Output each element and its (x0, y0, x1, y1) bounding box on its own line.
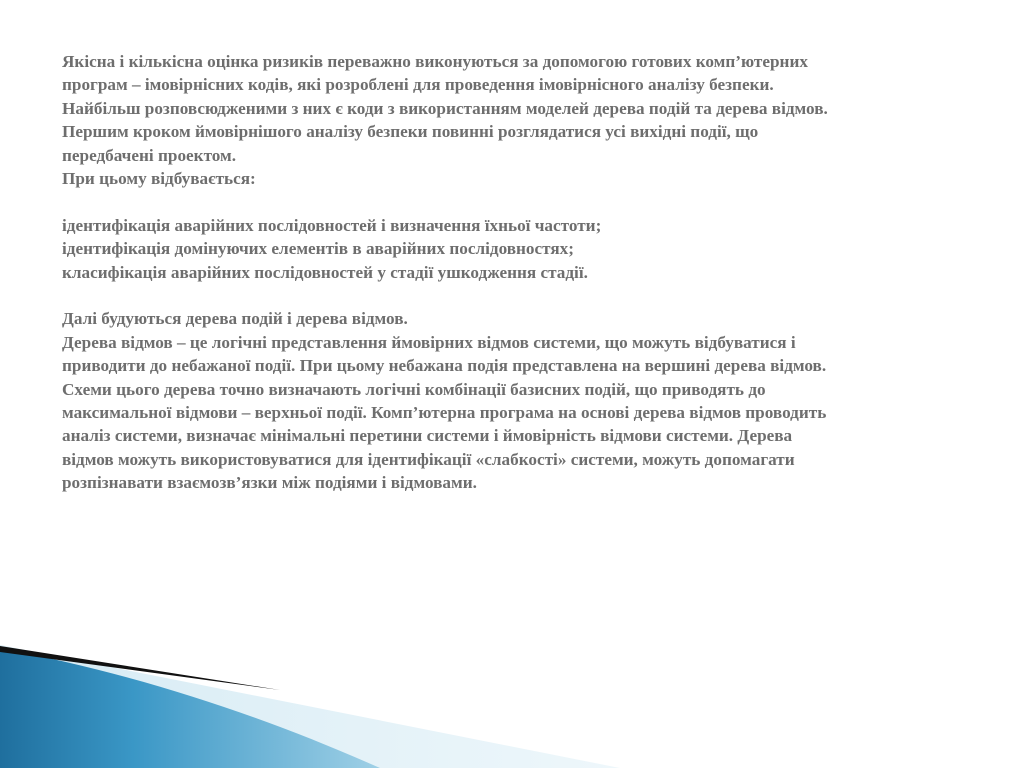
fault-tree-line-1: Далі будуються дерева подій і дерева відмов. (62, 309, 408, 329)
fault-tree-line-2: Дерева відмов – це логічні представлення ймовірних відмов системи, що можуть відбуватися і (62, 332, 796, 352)
intro-line-5: передбачені проектом. (62, 145, 237, 165)
intro-line-6: При цьому відбувається: (62, 169, 256, 189)
intro-line-2: програм – імовірнісних кодів, які розроблені для проведення імовірнісного аналізу безпеки. (62, 75, 774, 95)
intro-line-3: Найбільш розповсюдженими з них є коди з використанням моделей дерева подій та дерева відмов. (62, 98, 828, 118)
intro-line-1: Якісна і кількісна оцінка ризиків переважно виконуються за допомогою готових комп’ютерних (62, 52, 808, 71)
fault-tree-line-6: аналіз системи, визначає мінімальні перетини системи і ймовірність відмови системи. Дерева (62, 426, 793, 446)
blue-wave (0, 648, 380, 768)
intro-line-4: Першим кроком ймовірнішого аналізу безпеки повинні розглядатися усі вихідні події, що (62, 122, 759, 142)
fault-tree-line-4: Схеми цього дерева точно визначають логічні комбінації базисних подій, що приводять до (62, 379, 766, 399)
fault-tree-line-8: розпізнавати взаємозв’язки між подіями і відмовами. (62, 473, 477, 493)
fault-tree-line-5: максимальної відмови – верхньої події. Комп’ютерна програма на основі дерева відмов проводить (62, 403, 827, 423)
list-item: класифікація аварійних послідовностей у стадії ушкодження стадії. (62, 262, 588, 282)
fault-tree-line-7: відмов можуть використовуватися для ідентифікації «слабкості» системи, можуть допомагати (62, 449, 795, 469)
list-item: ідентифікація домінуючих елементів в аварійних послідовностях; (62, 239, 574, 259)
fault-tree-line-3: приводити до небажаної події. При цьому небажана подія представлена на вершині дерева відмов. (62, 356, 827, 376)
list-item: ідентифікація аварійних послідовностей і визначення їхньої частоти; (62, 215, 602, 235)
